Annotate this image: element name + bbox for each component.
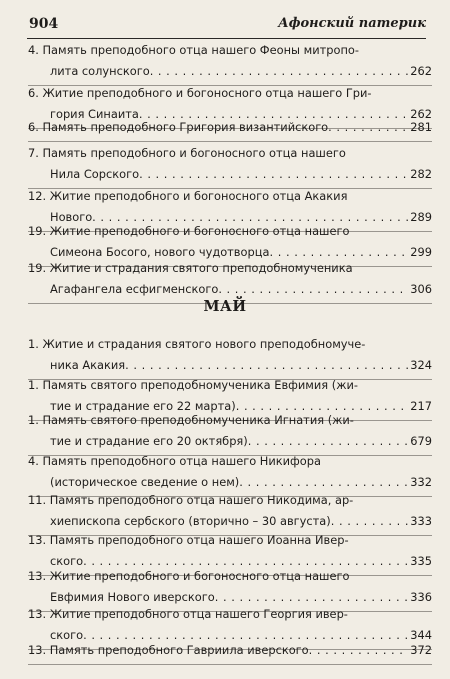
toc-entry-line: лита солунского <box>50 64 150 78</box>
toc-entry-line: ского <box>50 554 84 568</box>
toc-entry <box>28 410 432 456</box>
dot-leader <box>248 431 409 452</box>
toc-entry-line: хиепископа сербского (вторично – 30 августа) <box>50 514 331 528</box>
toc-entry-line: 12. Житие преподобного и богоносного отца Акакия <box>28 189 348 203</box>
toc-entry-last-line <box>28 355 432 376</box>
page-reference: 217 <box>410 399 432 413</box>
dot-leader <box>139 164 408 185</box>
page-header <box>27 14 426 39</box>
dot-leader <box>309 640 409 661</box>
toc-entry-line: Евфимия Нового иверского <box>50 590 215 604</box>
toc-entry-line: 7. Память преподобного и богоносного отца нашего <box>28 146 346 160</box>
page-reference: 299 <box>410 245 432 259</box>
page-reference: 336 <box>410 590 432 604</box>
toc-entry-last-line <box>28 511 432 532</box>
toc-entry-line: 13. Память преподобного Гавриила иверского <box>28 643 309 657</box>
toc-entry <box>28 143 432 189</box>
toc-entry-line: 4. Память преподобного отца нашего Феоны митропо- <box>28 43 360 57</box>
page-reference: 282 <box>410 167 432 181</box>
toc-entry-line: 13. Житие преподобного отца нашего Георгия ивер- <box>28 607 348 621</box>
page-reference: 262 <box>410 64 432 78</box>
toc-entry-line: 11. Память преподобного отца нашего Никодима, ар- <box>28 493 354 507</box>
page-reference: 324 <box>410 358 432 372</box>
toc-entry-line: 13. Житие преподобного и богоносного отца нашего <box>28 569 350 583</box>
toc-entry-line: гория Синаита <box>50 107 139 121</box>
toc-entry <box>28 40 432 86</box>
page-reference: 281 <box>410 120 432 134</box>
toc-entry-line: 13. Память преподобного отца нашего Иоанна Ивер- <box>28 533 349 547</box>
toc-entry-line: Нила Сорского <box>50 167 140 181</box>
toc-entry-line: тие и страдание его 20 октября) <box>50 434 248 448</box>
page-reference: 679 <box>410 434 432 448</box>
book-title: Афонский патерик <box>278 16 426 31</box>
dot-leader <box>328 117 408 138</box>
page-reference: 372 <box>410 643 432 657</box>
toc-entry-last-line <box>28 279 432 300</box>
toc-entry-last-line <box>28 61 432 82</box>
page-reference: 332 <box>410 475 432 489</box>
toc-entry <box>28 640 432 665</box>
toc-entry-line: (историческое сведение о нем) <box>50 475 240 489</box>
section-title-may: МАЙ <box>203 298 247 315</box>
toc-entry-line: 1. Житие и страдания святого нового преподобномуче- <box>28 337 366 351</box>
toc-entry-line: 6. Житие преподобного и богоносного отца нашего Гри- <box>28 86 372 100</box>
toc-entry-line: 6. Память преподобного Григория византийского <box>28 120 329 134</box>
toc-entry-last-line <box>28 431 432 452</box>
toc-entry-last-line <box>28 164 432 185</box>
page-reference: 289 <box>410 210 432 224</box>
toc-entry-line: 1. Память святого преподобномученика Евфимия (жи- <box>28 378 358 392</box>
toc-entry <box>28 117 432 142</box>
toc-entry-last-line <box>28 117 432 138</box>
page-number: 904 <box>29 16 59 32</box>
toc-entry-line: ника Акакия <box>50 358 126 372</box>
dot-leader <box>218 279 408 300</box>
dot-leader <box>331 511 409 532</box>
page-reference: 335 <box>410 554 432 568</box>
toc-entry-line: 1. Память святого преподобномученика Игнатия (жи- <box>28 413 354 427</box>
page-reference: 262 <box>410 107 432 121</box>
toc-entry-line: тие и страдание его 22 марта) <box>50 399 236 413</box>
toc-entry-line: ского <box>50 628 84 642</box>
toc-entry <box>28 334 432 380</box>
dot-leader <box>150 61 409 82</box>
page-reference: 333 <box>410 514 432 528</box>
toc-entry-line: 19. Житие преподобного и богоносного отца нашего <box>28 224 350 238</box>
toc-entry-line: 4. Память преподобного отца нашего Никифора <box>28 454 321 468</box>
toc-entry-last-line <box>28 640 432 661</box>
page-reference: 344 <box>410 628 432 642</box>
dot-leader <box>125 355 408 376</box>
toc-entry-line: Нового <box>50 210 93 224</box>
toc-entry-line: Симеона Босого, нового чудотворца <box>50 245 270 259</box>
toc-entry-line: Агафангела есфигменского <box>50 282 219 296</box>
page-reference: 306 <box>410 282 432 296</box>
toc-entry-line: 19. Житие и страдания святого преподобномученика <box>28 261 353 275</box>
